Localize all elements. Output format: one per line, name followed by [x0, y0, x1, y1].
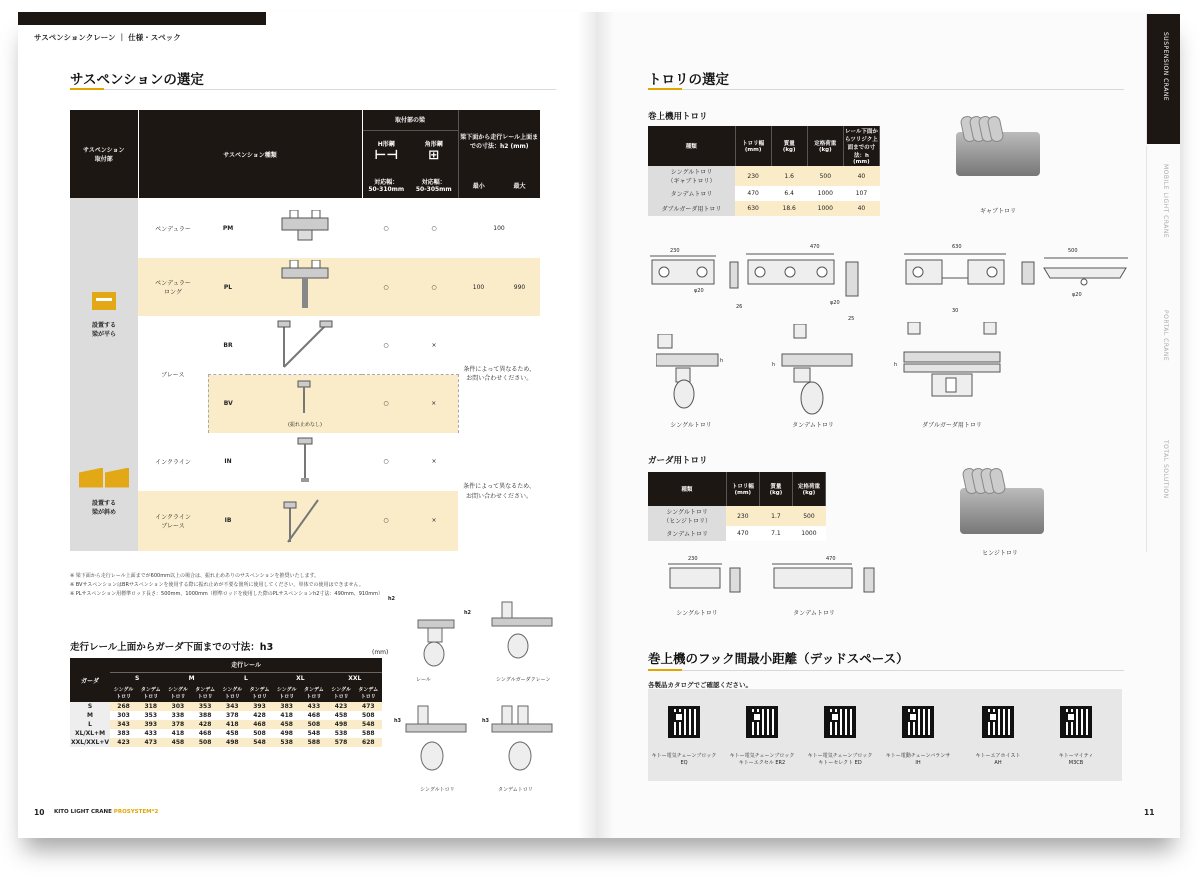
cell-value: 107 — [843, 186, 879, 201]
th-sub-single: シングル トロリ — [328, 684, 355, 702]
row-pl-max: 990 — [513, 283, 526, 291]
row-in-s: × — [431, 458, 437, 465]
row-pm-s: ○ — [431, 224, 437, 232]
girder-tandem-label: タンデムトロリ — [793, 610, 835, 617]
th-square-width: 対応幅： 50-305mm — [410, 172, 458, 198]
qr-code-ih[interactable] — [902, 706, 934, 738]
cell-value: 470 — [735, 186, 771, 201]
flat-beam-icon — [92, 292, 116, 310]
row-ib-code: IB — [224, 517, 232, 524]
th-hbeam-width: 対応幅： 50-310mm — [362, 172, 410, 198]
girder-single-fig: 230 — [666, 556, 746, 596]
trolley-title: トロリの選定 — [648, 72, 729, 88]
th-sub-tandem: タンデム トロリ — [355, 684, 382, 702]
row-pl-s: ○ — [431, 283, 437, 291]
catalog-spread — [18, 12, 1180, 838]
h3-value: 548 — [300, 729, 327, 738]
trolley-type: ダブルガーダ用トロリ — [648, 201, 735, 216]
th-h2: 梁下面から走行レール上面までの寸法：h2 (mm) — [458, 110, 540, 172]
h2-diagram: h2 h2 レール シングルガーダクレーン — [388, 596, 551, 683]
th-col-2: 質量 (kg) — [771, 126, 807, 166]
row-pm-min: 100 — [493, 224, 505, 232]
note-3: ※ PLサスペンション用標準ロッド長さ：500mm、1000mm（標準ロッドを使用した際のPLサスペンションh2寸法：490mm、910mm） — [70, 591, 384, 597]
right-page — [596, 12, 1180, 838]
gab-label: ギャブトロリ — [979, 208, 1016, 215]
single-trolley-fig: h — [656, 334, 726, 414]
trolley-type: タンデムトロリ — [648, 186, 735, 201]
brace-fig — [248, 316, 362, 375]
cell-value: 1.6 — [771, 166, 807, 186]
cell-value: 1000 — [807, 201, 843, 216]
qr-code-er2[interactable] — [746, 706, 778, 738]
row-in-h: ○ — [383, 458, 389, 465]
th-col-2: 質量 (kg) — [759, 472, 792, 506]
cell-value: 7.1 — [759, 526, 792, 541]
th-sub-tandem: タンデム トロリ — [137, 684, 164, 702]
th-size-l: L — [219, 672, 273, 684]
h3-value: 378 — [219, 711, 246, 720]
row-ib-name: インクライン ブレース — [155, 513, 191, 530]
row-pl-name: ペンデュラー ロング — [155, 280, 191, 296]
h3-value: 468 — [300, 711, 327, 720]
tandem-trolley-label: タンデムトロリ — [792, 422, 834, 429]
h3-table — [70, 658, 382, 747]
cell-value: 40 — [843, 201, 879, 216]
row-brace-cond: 条件によって異なるため、 お問い合わせください。 — [463, 365, 536, 383]
note-2: ※ BVサスペンションはBRサスペンションを使用する際に振れ止めが不要な箇所に使用してください。単体での使用はできません。 — [70, 582, 364, 588]
h3-value: 628 — [355, 738, 382, 747]
h3-value: 508 — [355, 711, 382, 720]
suspension-table — [70, 110, 540, 551]
page-number-left: 10 — [34, 808, 45, 817]
th-sub-tandem: タンデム トロリ — [300, 684, 327, 702]
section-caption: サスペンションクレーン ｜ 仕様・スペック — [34, 33, 181, 42]
cell-value: 500 — [807, 166, 843, 186]
side-tab-suspension[interactable]: SUSPENSION CRANE — [1146, 14, 1180, 144]
girder-size: M — [70, 711, 110, 720]
h3-value: 343 — [219, 702, 246, 711]
table-row — [648, 526, 826, 541]
group-flat: 設置する 梁が平ら — [70, 198, 138, 433]
h3-value: 473 — [137, 738, 164, 747]
th-rail: 走行レール — [110, 658, 382, 672]
girder-size: L — [70, 720, 110, 729]
th-min: 最小 — [458, 172, 499, 198]
th-girder: ガーダ — [70, 658, 110, 702]
pendulum-long-fig — [248, 258, 362, 316]
table-row — [648, 506, 826, 526]
girder-size: S — [70, 702, 110, 711]
th-col-1: トロリ幅 (mm) — [726, 472, 759, 506]
h3-value: 508 — [192, 738, 219, 747]
th-size-m: M — [164, 672, 218, 684]
girder-size: XL/XL+M — [70, 729, 110, 738]
table-row — [70, 711, 382, 720]
th-sub-single: シングル トロリ — [164, 684, 191, 702]
row-brace-name: ブレース — [161, 371, 185, 379]
pendulum-fig — [248, 198, 362, 258]
girder-single-label: シングルトロリ — [676, 610, 718, 617]
row-pl-code: PL — [223, 283, 233, 291]
h3-value: 378 — [164, 720, 191, 729]
h3-value: 303 — [110, 711, 137, 720]
cell-value: 6.4 — [771, 186, 807, 201]
hoist-trolley-title: 巻上機用トロリ — [648, 112, 708, 122]
girder-tandem-fig: 470 — [770, 556, 890, 596]
qr-code-ed[interactable] — [824, 706, 856, 738]
h3-value: 588 — [355, 729, 382, 738]
th-sub-single: シングル トロリ — [273, 684, 300, 702]
h3-value: 538 — [328, 729, 355, 738]
cell-value: 630 — [735, 201, 771, 216]
h3-value: 548 — [355, 720, 382, 729]
gab-dim-drawing: 500 φ20 — [1020, 244, 1132, 308]
table-row — [648, 201, 880, 216]
h3-value: 433 — [300, 702, 327, 711]
side-tab-total[interactable]: TOTAL SOLUTION — [1146, 412, 1180, 552]
qr-code-ah[interactable] — [982, 706, 1014, 738]
th-col-0: 種類 — [648, 472, 726, 506]
th-size-s: S — [110, 672, 164, 684]
row-pl-min: 100 — [472, 283, 485, 291]
note-1: ※ 梁下面から走行レール上面までが600mm以上の場合は、振れ止めありのサスペンションを推奨いたします。 — [70, 573, 320, 579]
row-bv-s: × — [410, 375, 458, 433]
row-pl-h: ○ — [383, 283, 389, 291]
row-br-s: × — [431, 341, 437, 349]
hinge-label: ヒンジトロリ — [982, 550, 1018, 557]
qr-panel: キトー電気チェーンブロック EQ キトー電気チェーンブロック キトーエクセル ER2 キトー電気チェーンブロック キトーセレクト ED キトー電動チェーンバランサ IH キトーエアホイスト AH キトーマイティ M3CB — [648, 689, 1122, 781]
h3-value: 418 — [273, 711, 300, 720]
h3-value: 393 — [137, 720, 164, 729]
row-in-name: インクライン — [155, 459, 191, 466]
slope-beam-icon — [79, 468, 103, 488]
cell-value: 230 — [735, 166, 771, 186]
h3-value: 423 — [328, 702, 355, 711]
dead-space-title: 巻上機のフック間最小距離（デッドスペース） — [648, 651, 909, 666]
h3-value: 588 — [300, 738, 327, 747]
bv-fig: (振れ止めなし) — [248, 375, 362, 433]
double-trolley-fig: h — [902, 322, 1002, 412]
th-beam: 取付部の梁 — [362, 110, 458, 130]
cell-value: 230 — [726, 506, 759, 526]
incline-brace-fig — [248, 491, 362, 551]
trolley-type: シングルトロリ （ヒンジトロリ） — [648, 506, 726, 526]
page-number-right: 11 — [1144, 808, 1155, 817]
hoist-trolley-table — [648, 126, 880, 216]
th-hbeam: H形鋼 ⊢⊣ — [362, 130, 410, 172]
h3-value: 268 — [110, 702, 137, 711]
trolley-type: タンデムトロリ — [648, 526, 726, 541]
table-row — [70, 729, 382, 738]
h3-value: 343 — [110, 720, 137, 729]
side-tab-portal[interactable]: PORTAL CRANE — [1146, 284, 1180, 412]
th-col-1: トロリ幅 (mm) — [735, 126, 771, 166]
girder-size: XXL/XXL+V — [71, 739, 110, 746]
th-type: サスペンション種類 — [138, 110, 362, 198]
row-pm-code: PM — [222, 224, 234, 232]
h3-value: 318 — [137, 702, 164, 711]
cell-value: 500 — [792, 506, 825, 526]
row-pm-name: ペンデュラー — [155, 225, 191, 233]
single-dim-drawing: 230 φ20 26 — [648, 248, 746, 312]
th-mount: サスペンション 取付部 — [70, 110, 138, 198]
h3-value: 468 — [192, 729, 219, 738]
gutter-shadow — [578, 12, 614, 838]
double-dim-drawing: 630 30 — [902, 244, 1010, 324]
th-sub-tandem: タンデム トロリ — [246, 684, 273, 702]
th-col-3: 定格荷重 (kg) — [807, 126, 843, 166]
th-col-4: レール下面からツリジク上面までの寸法：h (mm) — [843, 126, 879, 166]
h3-value: 428 — [246, 711, 273, 720]
row-ib-s: × — [431, 517, 437, 524]
cell-value: 470 — [726, 526, 759, 541]
row-bv-h: ○ — [362, 375, 410, 433]
h3-title: 走行レール上面からガーダ下面までの寸法：h3 — [70, 642, 274, 653]
trolley-underline — [648, 89, 1124, 90]
row-pm-h: ○ — [383, 224, 389, 232]
title-underline — [70, 89, 556, 90]
cell-value: 1000 — [792, 526, 825, 541]
brand: KITO LIGHT CRANE PROSYSTEM*2 — [54, 809, 159, 815]
row-in-code: IN — [224, 458, 232, 465]
h3-value: 468 — [246, 720, 273, 729]
dead-space-note: 各製品カタログでご確認ください。 — [648, 681, 752, 689]
single-trolley-label: シングルトロリ — [670, 422, 712, 429]
cell-value: 1000 — [807, 186, 843, 201]
h3-value: 548 — [246, 738, 273, 747]
h3-value: 388 — [192, 711, 219, 720]
cell-value: 1.7 — [759, 506, 792, 526]
page-title: サスペンションの選定 — [70, 72, 204, 88]
th-size-xxl: XXL — [328, 672, 382, 684]
girder-trolley-table — [648, 472, 826, 541]
th-sub-tandem: タンデム トロリ — [192, 684, 219, 702]
h3-diagram: h3 h3 シングルトロリ タンデムトロリ — [402, 702, 562, 782]
h3-value: 498 — [328, 720, 355, 729]
th-size-xl: XL — [273, 672, 327, 684]
h3-value: 508 — [300, 720, 327, 729]
h3-value: 458 — [328, 711, 355, 720]
row-incline-cond: 条件によって異なるため、 お問い合わせください。 — [463, 482, 535, 500]
incline-fig — [248, 433, 362, 491]
h3-value: 498 — [219, 738, 246, 747]
trolley-type: シングルトロリ （ギャブトロリ） — [648, 166, 735, 186]
h3-value: 418 — [164, 729, 191, 738]
tandem-trolley-fig: h — [772, 324, 856, 418]
h3-value: 458 — [164, 738, 191, 747]
girder-trolley-title: ガーダ用トロリ — [648, 456, 708, 466]
row-br-h: ○ — [383, 341, 389, 349]
h3-value: 458 — [273, 720, 300, 729]
th-col-0: 種類 — [648, 126, 735, 166]
qr-code-m3cb[interactable] — [1060, 706, 1092, 738]
th-max: 最大 — [499, 172, 540, 198]
h3-value: 498 — [273, 729, 300, 738]
group-slope: 設置する 梁が斜め — [70, 433, 138, 551]
table-row — [70, 738, 382, 747]
h3-value: 383 — [273, 702, 300, 711]
side-tab-mobile[interactable]: MOBILE LIGHT CRANE — [1146, 146, 1180, 284]
table-row — [70, 720, 382, 729]
h3-value: 423 — [110, 738, 137, 747]
left-page — [18, 12, 596, 838]
h3-value: 578 — [328, 738, 355, 747]
h3-value: 508 — [246, 729, 273, 738]
double-trolley-label: ダブルガーダ用トロリ — [922, 422, 982, 429]
h3-value: 353 — [192, 702, 219, 711]
gab-trolley-photo — [952, 112, 1044, 198]
row-bv-code: BV — [208, 375, 248, 433]
h3-value: 428 — [192, 720, 219, 729]
qr-code-eq[interactable] — [668, 706, 700, 738]
h3-value: 538 — [273, 738, 300, 747]
h3-value: 338 — [164, 711, 191, 720]
th-sub-single: シングル トロリ — [110, 684, 137, 702]
top-bar — [18, 12, 266, 25]
h3-value: 383 — [110, 729, 137, 738]
th-col-3: 定格荷重 (kg) — [792, 472, 825, 506]
table-row — [70, 702, 382, 711]
h3-value: 473 — [355, 702, 382, 711]
h3-value: 303 — [164, 702, 191, 711]
cell-value: 18.6 — [771, 201, 807, 216]
row-ib-h: ○ — [383, 517, 389, 524]
h3-value: 393 — [246, 702, 273, 711]
tandem-dim-drawing: 470 φ20 25 — [744, 244, 884, 324]
h3-value: 433 — [137, 729, 164, 738]
h3-value: 458 — [219, 729, 246, 738]
table-row — [648, 166, 880, 186]
h3-value: 353 — [137, 711, 164, 720]
table-row — [648, 186, 880, 201]
th-square: 角形鋼 ⊞ — [410, 130, 458, 172]
th-sub-single: シングル トロリ — [219, 684, 246, 702]
h3-value: 418 — [219, 720, 246, 729]
h3-unit: (mm) — [372, 649, 389, 656]
cell-value: 40 — [843, 166, 879, 186]
row-br-code: BR — [223, 341, 233, 349]
hinge-trolley-photo — [952, 458, 1048, 542]
dead-space-underline — [648, 670, 1124, 671]
